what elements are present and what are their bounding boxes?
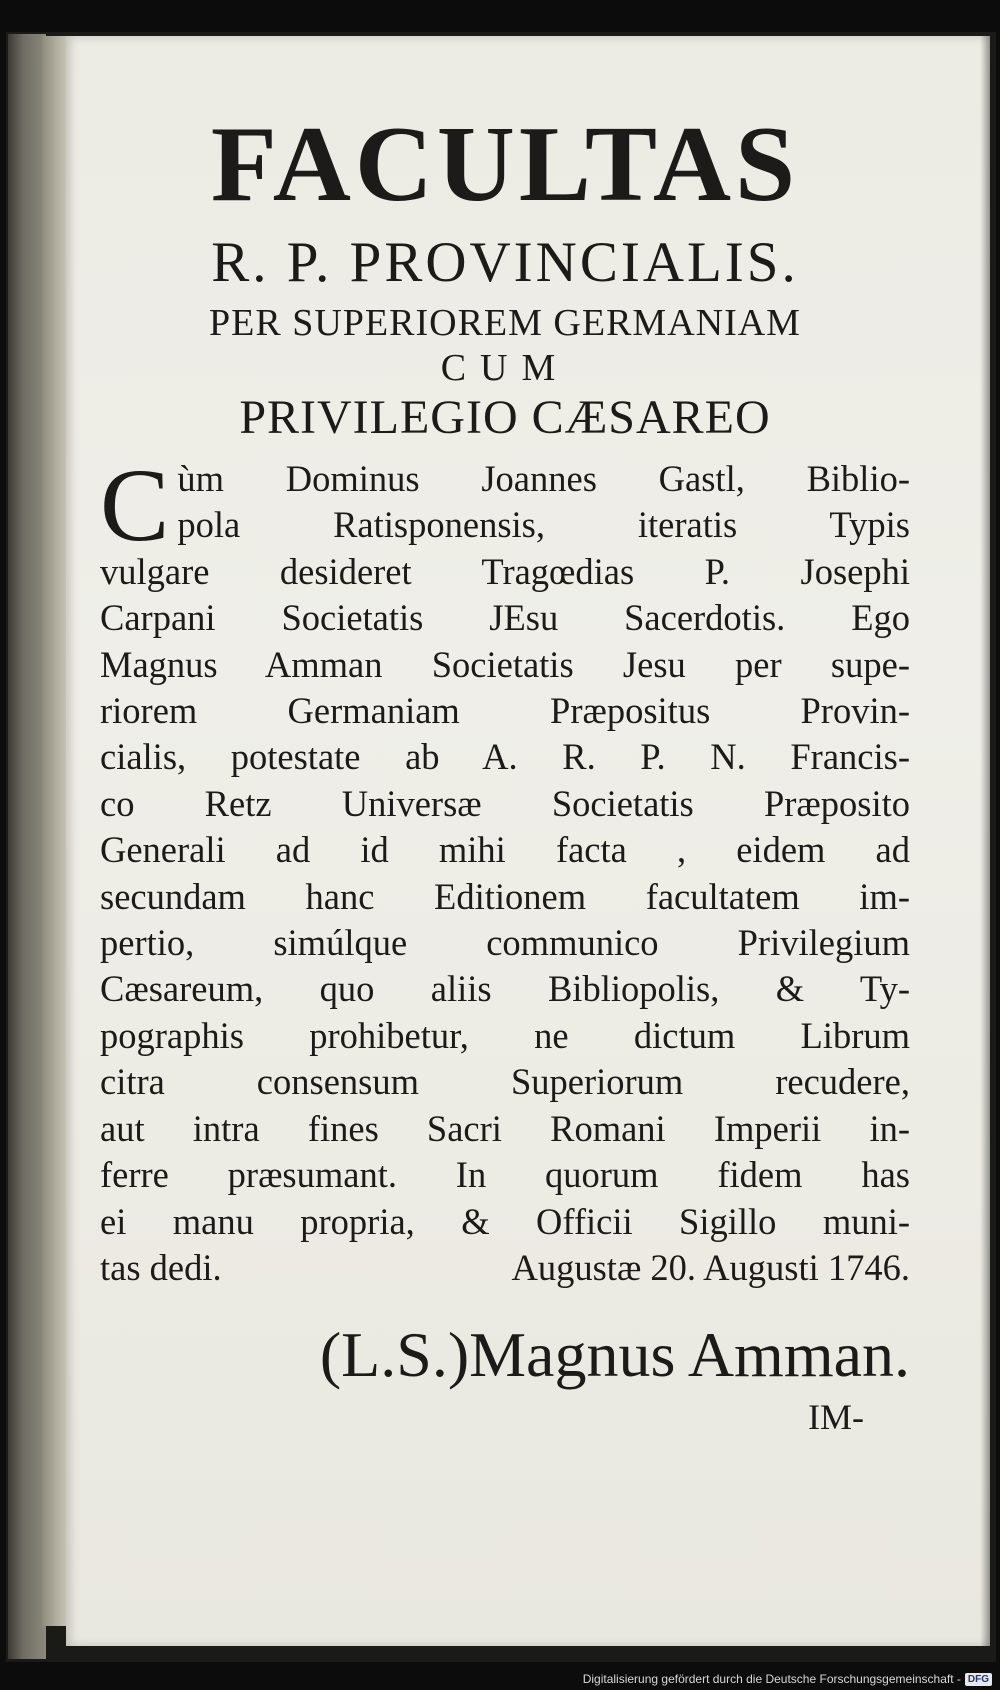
body-line: cialis, potestate ab A. R. P. N. Francis- (100, 736, 910, 778)
page-right-shadow (980, 36, 990, 1646)
digitization-footer (583, 1672, 992, 1686)
book-spine (8, 34, 46, 1659)
catchword: IM- (808, 1397, 864, 1438)
body-line: riorem Germaniam Præpositus Provin- (100, 690, 910, 732)
body-line: aut intra fines Sacri Romani Imperii in- (100, 1107, 910, 1149)
body-line: pertio, simúlque communico Privilegium (100, 922, 910, 964)
date-line-start: tas dedi. (100, 1246, 222, 1288)
body-line: co Retz Universæ Societatis Præposito (100, 782, 910, 824)
date-line-date: Augustæ 20. Augusti 1746. (511, 1246, 910, 1288)
body-line: vulgare desideret Tragœdias P. Josephi (100, 550, 910, 592)
dfg-logo: DFG (965, 1673, 992, 1686)
body-line: pola Ratisponensis, iteratis Typis (177, 504, 910, 546)
title-privilegio: PRIVILEGIO CÆSAREO (239, 391, 771, 444)
body-line: ferre præsumant. In quorum fidem has (100, 1154, 910, 1196)
body-line: ei manu propria, & Officii Sigillo muni- (100, 1200, 910, 1242)
title-germaniam: PER SUPERIOREM GERMANIAM (209, 302, 801, 344)
body-line: Carpani Societatis JEsu Sacerdotis. Ego (100, 597, 910, 639)
title-cum: CUM (440, 347, 570, 389)
body-paragraph (100, 448, 910, 1291)
body-line: citra consensum Superiorum recudere, (100, 1061, 910, 1103)
footer-text: Digitalisierung gefördert durch die Deutsche Forschungsgemeinschaft - (582, 1672, 961, 1686)
title-provincialis: R. P. PROVINCIALIS. (211, 231, 799, 294)
body-line: ùm Dominus Joannes Gastl, Biblio- (177, 458, 910, 499)
date-line (100, 1245, 910, 1291)
body-line: Cæsareum, quo aliis Bibliopolis, & Ty- (100, 968, 910, 1010)
page-text (100, 70, 910, 1439)
title-faculatas: FACULTAS (210, 105, 800, 224)
drop-cap: C (100, 448, 170, 563)
body-line: Magnus Amman Societatis Jesu per supe- (100, 643, 910, 685)
body-line: pographis prohibetur, ne dictum Librum (100, 1014, 910, 1056)
signature: (L.S.)Magnus Amman. (319, 1319, 910, 1391)
body-line: secundam hanc Editionem facultatem im- (100, 875, 910, 917)
body-line: Generali ad id mihi facta , eidem ad (100, 829, 910, 871)
